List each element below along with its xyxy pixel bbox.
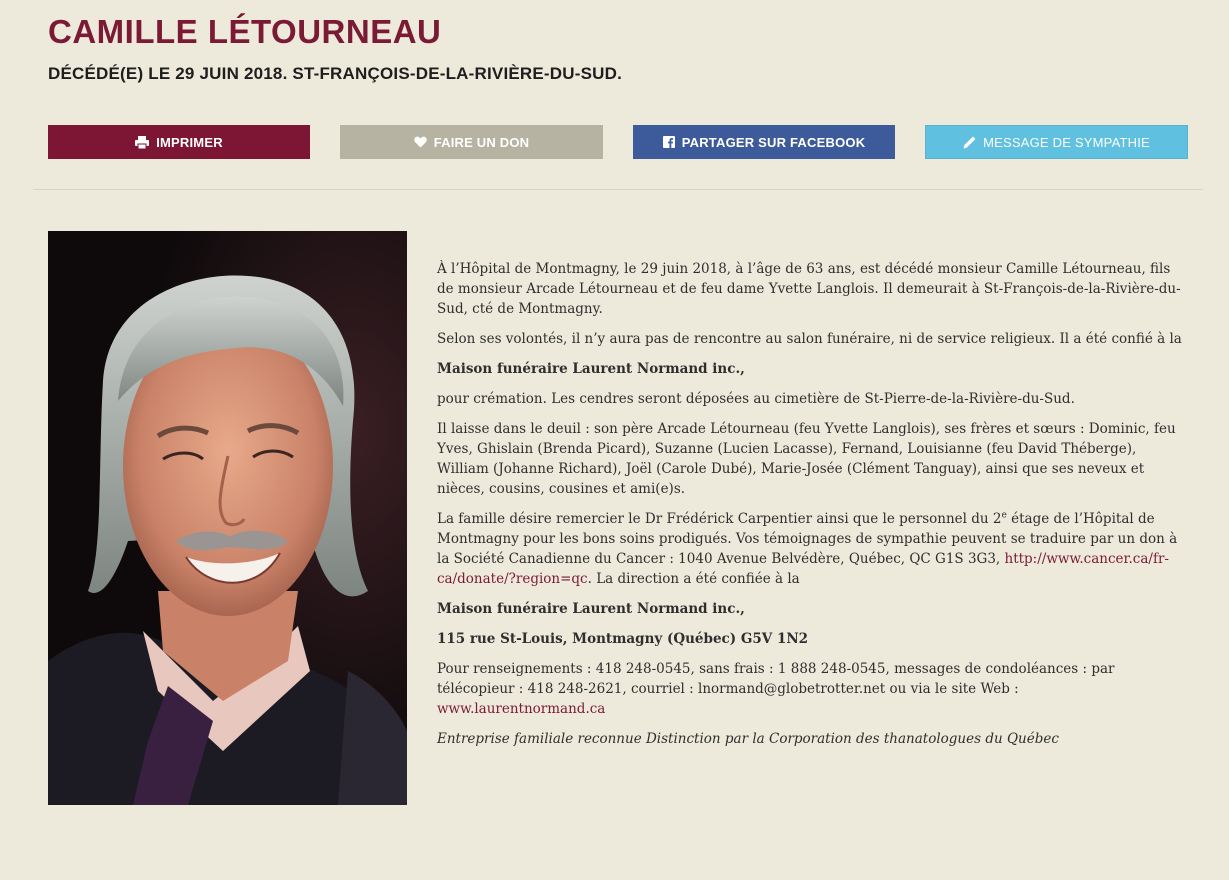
heart-icon <box>414 136 427 148</box>
obituary-paragraph: Il laisse dans le deuil : son père Arcade Létourneau (feu Yvette Langlois), ses frères et sœurs : Dominic, feu Yves, Ghislain (Brenda Picard), Suzanne (Lucien Lacasse), Fernand, Louisianne (feu David Théberge), William (Johanne Richard), Joël (Carole Dubé), Marie-Josée (Clément Tanguay), ainsi que ses neveux et nièces, cousins, cousines et ami(e)s. <box>437 421 1176 497</box>
paragraph-text: étage de l’Hôpital de Montmagny pour les bons soins prodigués. Vos témoignages de sympathie peuvent se traduire par un don à la Société Canadienne du Cancer : 1040 Avenue Belvédère, Québec, QC G1S 3G3, <box>437 511 1178 567</box>
obituary-text <box>437 259 1190 759</box>
print-button-label: IMPRIMER <box>156 134 223 150</box>
header-divider <box>33 189 1203 190</box>
print-button[interactable] <box>48 125 310 159</box>
page-title: CAMILLE LÉTOURNEAU <box>48 13 442 50</box>
obituary-paragraph: Selon ses volontés, il n’y aura pas de rencontre au salon funéraire, ni de service religieux. Il a été confié à la <box>437 331 1182 347</box>
donate-button-label: FAIRE UN DON <box>433 134 530 150</box>
obituary-paragraph: pour crémation. Les cendres seront déposées au cimetière de St-Pierre-de-la-Rivière-du-Sud. <box>437 391 1075 407</box>
sympathy-message-button[interactable] <box>925 125 1188 159</box>
ordinal-superscript: e <box>1001 510 1007 521</box>
deceased-portrait-photo <box>48 231 407 805</box>
printer-icon <box>135 136 149 149</box>
death-notice-subtitle: DÉCÉDÉ(E) LE 29 JUIN 2018. ST-FRANÇOIS-DE-LA-RIVIÈRE-DU-SUD. <box>48 64 623 83</box>
donate-button[interactable] <box>340 125 603 159</box>
paragraph-text: . La direction a été confiée à la <box>587 571 800 587</box>
cancer-donation-link[interactable]: http://www.cancer.ca/fr-ca/donate/?region=qc <box>437 551 1169 587</box>
paragraph-text: La famille désire remercier le Dr Frédérick Carpentier ainsi que le personnel du 2 <box>437 511 1002 527</box>
pencil-icon <box>963 136 976 149</box>
contact-paragraph <box>437 659 1190 719</box>
obituary-paragraph <box>437 509 1190 589</box>
funeral-home-address: 115 rue St-Louis, Montmagny (Québec) G5V 1N2 <box>437 631 809 647</box>
distinction-note: Entreprise familiale reconnue Distinction par la Corporation des thanatologues du Québec <box>437 731 1059 747</box>
paragraph-text: Pour renseignements : 418 248-0545, sans frais : 1 888 248-0545, messages de condoléances : par télécopieur : 418 248-2621, courriel : lnormand@globetrotter.net ou via le site Web : <box>437 661 1115 697</box>
share-button-label: PARTAGER SUR FACEBOOK <box>681 134 866 150</box>
share-facebook-button[interactable] <box>633 125 895 159</box>
funeral-home-website-link[interactable]: www.laurentnormand.ca <box>437 701 606 717</box>
funeral-home-name: Maison funéraire Laurent Normand inc., <box>437 601 745 617</box>
obituary-paragraph: À l’Hôpital de Montmagny, le 29 juin 2018, à l’âge de 63 ans, est décédé monsieur Camille Létourneau, fils de monsieur Arcade Létourneau et de feu dame Yvette Langlois. Il demeurait à St-François-de-la-Rivière-du-Sud, cté de Montmagny. <box>437 261 1181 317</box>
funeral-home-name: Maison funéraire Laurent Normand inc., <box>437 361 745 377</box>
facebook-icon <box>663 136 675 148</box>
sympathy-button-label: MESSAGE DE SYMPATHIE <box>983 134 1150 150</box>
